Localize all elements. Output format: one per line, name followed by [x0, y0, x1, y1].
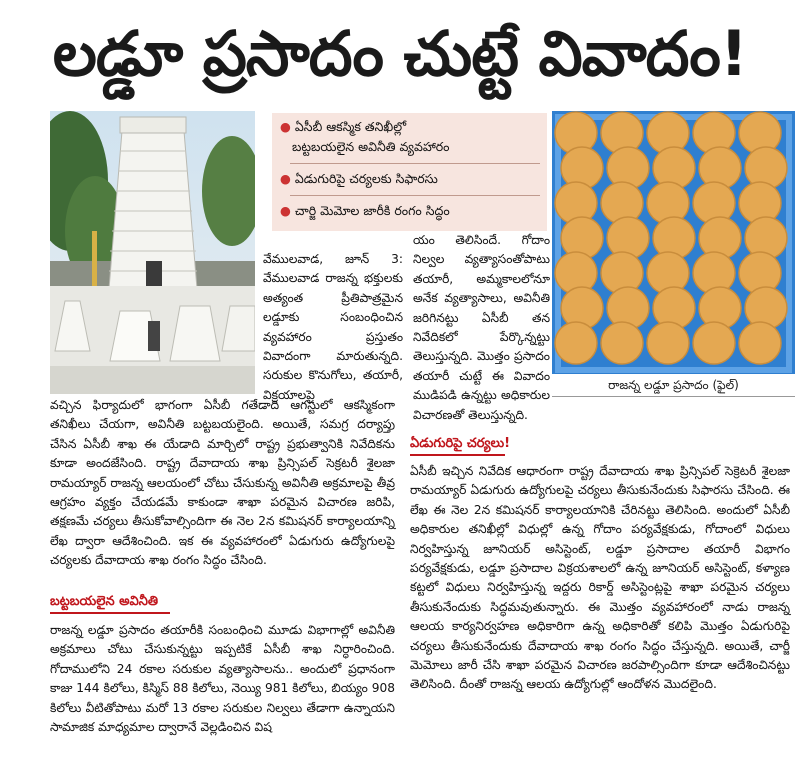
divider	[290, 195, 540, 196]
summary-point: ● చార్జి మెమోల జారీకి రంగం సిద్ధం	[280, 203, 450, 218]
heading-underline	[50, 612, 170, 614]
bullet-icon: ●	[280, 171, 291, 186]
intro-paragraph: వేములవాడ, జూన్ 3: వేములవాడ రాజన్న భక్తులకు అత్యంత ప్రీతిపాత్రమైన లడ్డూకు సంబంధించిన వ్యవహారం ప్రస్తుతం వివాదంగా మారుతున్నది. సరుకుల కొనుగోలు, తయారీ, విక్రయాలపై	[263, 252, 403, 402]
temple-gopuram-image	[50, 111, 255, 394]
ladoo-ball	[693, 322, 735, 364]
temple-photo	[50, 111, 255, 394]
summary-box	[272, 113, 547, 231]
ladoo-ball	[601, 322, 643, 364]
headline: లడ్డూ ప్రసాదం చుట్టే వివాదం!	[52, 17, 748, 90]
ladoo-ball	[739, 322, 781, 364]
heading-underline	[410, 454, 505, 456]
intro-continuation-paragraph: వచ్చిన ఫిర్యాదులో భాగంగా ఏసీబీ గతేడాది ఆగస్టులో ఆకస్మికంగా తనిఖీలు చేయగా, అవినీతి బట్టబయలైంది. అయితే, సమగ్ర దర్యాప్తు చేసిన ఏసీబీ శాఖ ఈ యేడాది మార్చిలో రాష్ట్ర ప్రభుత్వానికి నివేదికను కూడా అందజేసింది. రాష్ట్ర దేవాదాయ శాఖ ప్రిన్సిపల్ సెక్రటరీ శైలజా రామయ్యార్ రాజన్న ఆలయంలో చోటు చేసుకున్న అవినీతి అక్రమాలపై తీవ్ర ఆగ్రహం వ్యక్తం చేయడమే కాకుండా శాఖా పరమైన విచారణ జరిపి, తక్షణమే చర్యలు తీసుకోవాల్సిందిగా ఈ నెల 2న కమిషనర్ కార్యాలయాన్ని లేఖ ద్వారా ఆదేశించింది. ఇక ఈ వ్యవహారంలో ఏడుగురు ఉద్యోగులపై చర్యలకు దేవాదాయ శాఖ రంగం సిద్ధం చేసింది.	[50, 398, 395, 568]
summary-point: బట్టబయలైన అవినీతి వ్యవహారం	[292, 139, 450, 154]
summary-point: ● ఏడుగురిపై చర్యలకు సిఫారసు	[280, 171, 438, 186]
middle-column-paragraph: యం తెలిసిందే. గోదాం నిల్వల వ్యత్యాసంతోపాటు తయారీ, అమ్మకాలలోనూ అనేక వ్యత్యాసాలు, అవినీతి జరిగినట్టు ఏసీబీ తన నివేదికలో పేర్కొన్నట్టు తెలుస్తున్నది. మొత్తం ప్రసాదం తయారీ చుట్టే ఈ వివాదం ముడిపడి ఉన్నట్టు అధికారుల విచారణతో తెలుస్తున్నది.	[413, 233, 550, 422]
ladoo-crate-image	[552, 111, 795, 376]
photo-caption: రాజన్న లడ్డూ ప్రసాదం (ఫైల్)	[552, 374, 795, 397]
section-heading-action	[410, 432, 790, 456]
bullet-icon: ●	[280, 203, 291, 218]
divider	[290, 163, 540, 164]
ladoo-ball	[647, 322, 689, 364]
section-heading-text: ఏడుగురిపై చర్యలు!	[410, 436, 511, 451]
summary-point: ● ఏసీబీ ఆకస్మిక తనిఖీల్లో	[280, 119, 407, 134]
section1-paragraph: రాజన్న లడ్డూ ప్రసాదం తయారీకి సంబంధించి మూడు విభాగాల్లో అవినీతి అక్రమాలు చోటు చేసుకున్నట్టు ఇప్పటికే ఏసీబీ శాఖ నిర్ధారించింది. గోదాములోని 24 రకాల సరుకుల వ్యత్యాసాలను.. అందులో ప్రధానంగా కాజు 144 కిలోలు, కిస్మిస్ 88 కిలోలు, నెయ్యి 981 కిలోలు, బియ్యం 908 కిలోలు వీటితోపాటు మరో 13 రకాల సరుకుల నిల్వలు తేడాగా ఉన్నాయని సామాజిక మాధ్యమాల ద్వారానే వెల్లడించిన విష	[50, 623, 395, 735]
bullet-icon: ●	[280, 119, 291, 134]
section-heading-corruption	[50, 590, 395, 614]
section-heading-text: బట్టబయలైన అవినీతి	[50, 594, 159, 609]
section2-paragraph: ఏసీబీ ఇచ్చిన నివేదిక ఆధారంగా రాష్ట్ర దేవాదాయ శాఖ ప్రిన్సిపల్ సెక్రెటరీ శైలజా రామయ్యార్ ఏడుగురు ఉద్యోగులపై చర్యలు తీసుకునేందుకు సిఫారసు చేసింది. ఈ లేఖ ఈ నెల 2న కమిషనర్ కార్యాలయానికి చేరినట్టు తెలిసింది. అందులో ఏసీబీ అధికారుల తనిఖీల్లో విధుల్లో ఉన్న గోదాం పర్యవేక్షకుడు, గోదాంలో విధులు నిర్వహిస్తున్న జూనియర్ అసిస్టెంట్, లడ్డూ ప్రసాదాల తయారీ విభాగం పర్యవేక్షకుడు, లడ్డూ ప్రసాదాల విక్రయశాలలో ఉన్న జూనియర్ అసిస్టెంట్, కళ్యాణ కట్టలో విధులు నిర్వహిస్తున్న ఇద్దరు రికార్డ్ అసిస్టెంట్లపై శాఖా పరమైన చర్యలు తీసుకునేందుకు సిద్ధమవుతున్నారు. ఈ మొత్తం వ్యవహారంలో నాడు రాజన్న ఆలయ కార్యనిర్వహణ అధికారిగా ఉన్న అధికారితో కలిపి మొత్తం ఏడుగురిపై చర్యలు తీసుకునేందుకు దేవాదాయ శాఖ రంగం సిద్ధం చేస్తున్నది. అయితే, చార్జీ మెమోలు జారీ చేసి శాఖా పరమైన విచారణ జరపాల్సిందిగా కూడా ఆదేశించినట్టు తెలిసింది. దీంతో రాజన్న ఆలయ ఉద్యోగుల్లో ఆందోళన మొదలైంది.	[410, 464, 790, 692]
ladoo-photo	[552, 111, 795, 376]
ladoo-ball	[555, 322, 597, 364]
